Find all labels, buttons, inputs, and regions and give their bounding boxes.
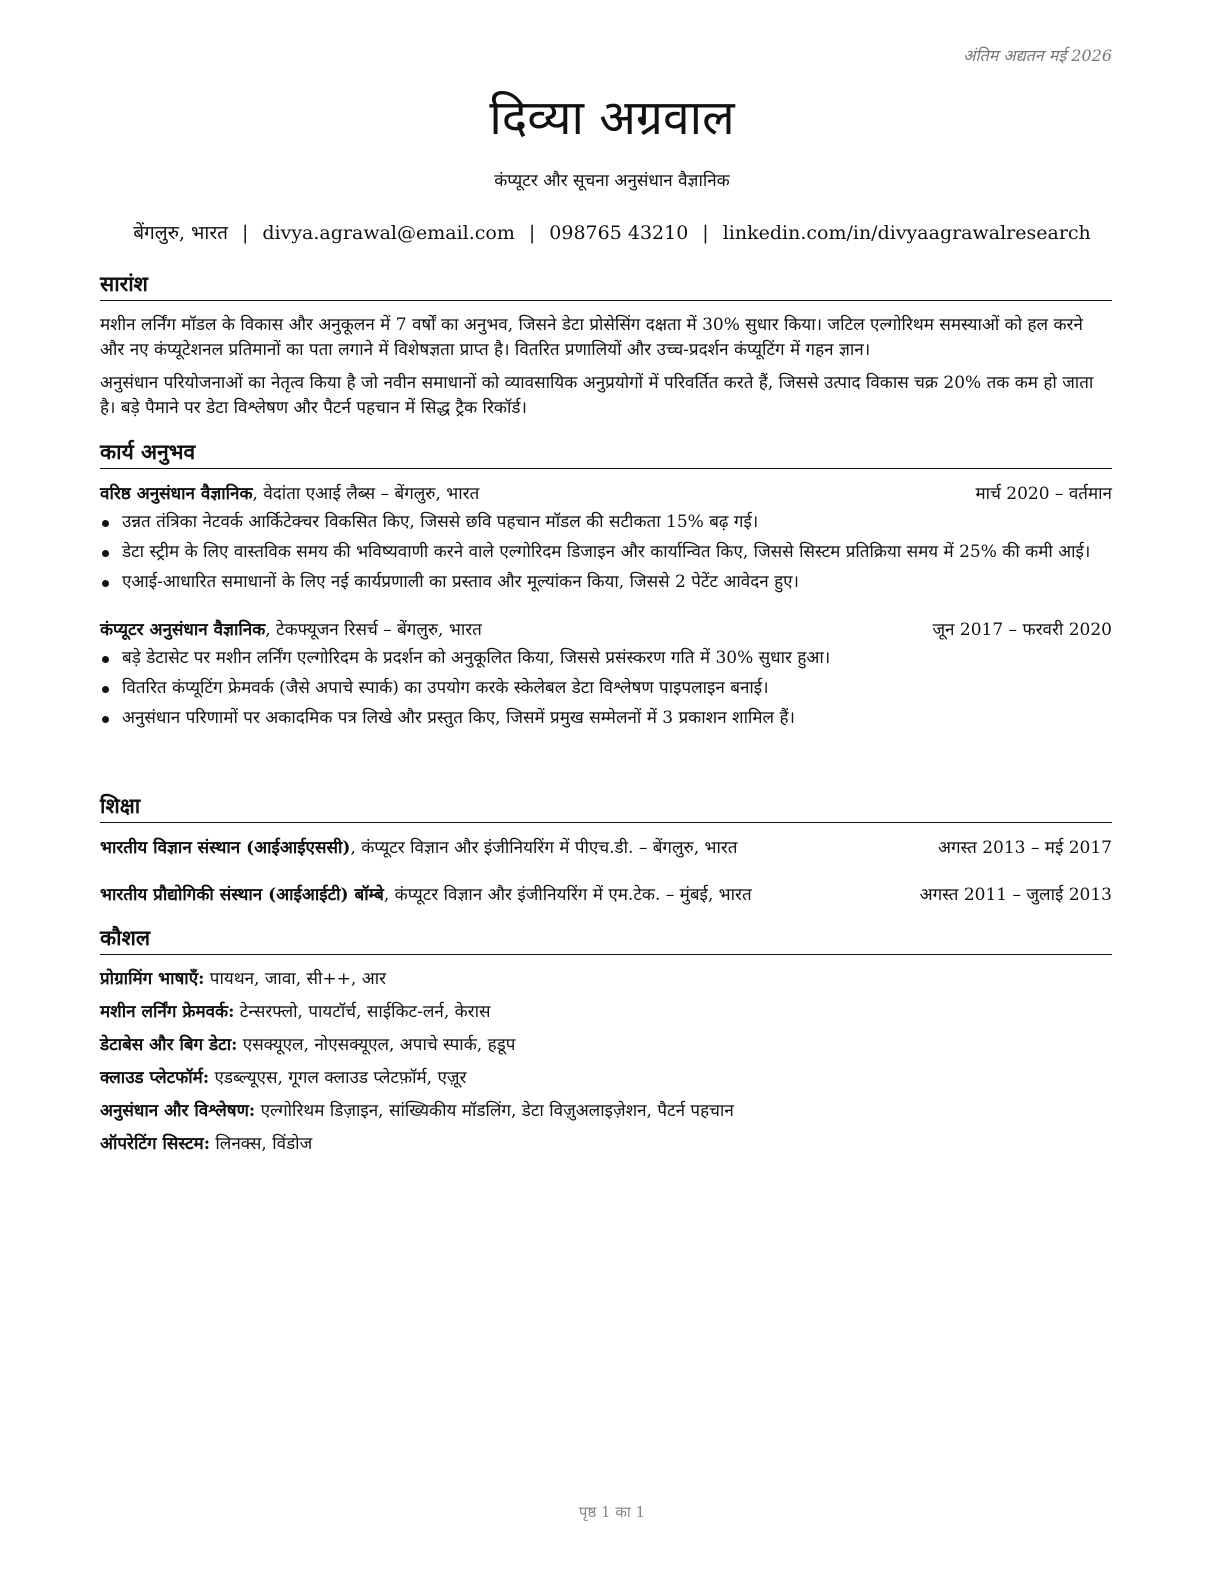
contact-linkedin[interactable]: linkedin.com/in/divyaagrawalresearch [722,222,1091,244]
education-institution-detail [100,882,752,905]
job-bullets [100,510,1112,595]
skill-item [100,1066,1112,1091]
job-entry [100,481,1112,595]
skill-value: एडब्ल्यूएस, गूगल क्लाउड प्लेटफ़ॉर्म, एज़ूर [209,1068,467,1088]
job-role: कंप्यूटर अनुसंधान वैज्ञानिक [100,620,266,640]
contact-location: बेंगलुरु, भारत [133,222,228,244]
education-detail: , कंप्यूटर विज्ञान और इंजीनियरिंग में एम.टेक. – मुंबई, भारत [383,885,752,905]
job-bullet: एआई-आधारित समाधानों के लिए नई कार्यप्रणाली का प्रस्ताव और मूल्यांकन किया, जिससे 2 पेटेंट आवेदन हुए। [100,570,1112,595]
skill-label: डेटाबेस और बिग डेटा: [100,1035,238,1055]
skill-label: मशीन लर्निंग फ्रेमवर्क: [100,1002,235,1022]
contact-separator: | [702,222,709,244]
skill-item [100,967,1112,992]
job-bullet: उन्नत तंत्रिका नेटवर्क आर्किटेक्चर विकसित किए, जिससे छवि पहचान मॉडल की सटीकता 15% बढ़ गई। [100,510,1112,535]
skill-label: अनुसंधान और विश्लेषण: [100,1101,256,1121]
job-org: , वेदांता एआई लैब्स – बेंगलुरु, भारत [252,484,480,504]
education-entry [100,882,1112,905]
job-org: , टेकफ्यूजन रिसर्च – बेंगलुरु, भारत [265,620,482,640]
education-dates: अगस्त 2013 – मई 2017 [937,838,1112,858]
skill-label: ऑपरेटिंग सिस्टम: [100,1134,210,1154]
skill-label: क्लाउड प्लेटफॉर्म: [100,1068,210,1088]
job-role: वरिष्ठ अनुसंधान वैज्ञानिक [100,484,253,504]
skill-value: एसक्यूएल, नोएसक्यूएल, अपाचे स्पार्क, हडूप [237,1035,516,1055]
job-bullet: अनुसंधान परिणामों पर अकादमिक पत्र लिखे और प्रस्तुत किए, जिसमें प्रमुख सम्मेलनों में 3 प्रकाशन शामिल हैं। [100,706,1112,731]
page-number: पृष्ठ 1 का 1 [578,1503,646,1521]
contact-line [0,219,1224,245]
education-detail: , कंप्यूटर विज्ञान और इंजीनियरिंग में पीएच.डी. – बेंगलुरु, भारत [350,838,738,858]
contact-separator: | [528,222,536,244]
education-section [100,792,1112,905]
experience-section [100,438,1112,736]
summary-section [100,270,1112,429]
skill-item [100,1033,1112,1058]
job-role-org [100,481,479,504]
skill-value: टेन्सरफ्लो, पायटॉर्च, साईकिट-लर्न, केरास [234,1002,491,1022]
job-bullet: बड़े डेटासेट पर मशीन लर्निंग एल्गोरिदम के प्रदर्शन को अनुकूलित किया, जिससे प्रसंस्करण गति में 30% सुधार हुआ। [100,646,1112,671]
skills-section [100,924,1112,1165]
job-bullet: डेटा स्ट्रीम के लिए वास्तविक समय की भविष्यवाणी करने वाले एल्गोरिदम डिजाइन और कार्यान्वित किए, जिससे सिस्टम प्रतिक्रिया समय में 25% की कमी आई। [100,540,1112,565]
last-updated: अंतिम अद्यतन मई 2026 [963,46,1112,65]
job-bullet: वितरित कंप्यूटिंग फ्रेमवर्क (जैसे अपाचे स्पार्क) का उपयोग करके स्केलेबल डेटा विश्लेषण पाइपलाइन बनाई। [100,676,1112,701]
section-heading-education: शिक्षा [100,792,1112,823]
section-heading-experience: कार्य अनुभव [100,438,1112,469]
job-bullets [100,646,1112,731]
skill-item [100,1000,1112,1025]
summary-paragraph: अनुसंधान परियोजनाओं का नेतृत्व किया है जो नवीन समाधानों को व्यावसायिक अनुप्रयोगों में परिवर्तित करते हैं, जिससे उत्पाद विकास चक्र 20% तक कम हो जाता है। बड़े पैमाने पर डेटा विश्लेषण और पैटर्न पहचान में सिद्ध ट्रैक रिकॉर्ड। [100,373,1094,418]
summary-paragraph: मशीन लर्निंग मॉडल के विकास और अनुकूलन में 7 वर्षों का अनुभव, जिसने डेटा प्रोसेसिंग दक्षता में 30% सुधार किया। जटिल एल्गोरिथम समस्याओं को हल करने और नए कंप्यूटेशनल प्रतिमानों का पता लगाने में विशेषज्ञता प्राप्त है। वितरित प्रणालियों और उच्च-प्रदर्शन कंप्यूटिंग में गहन ज्ञान। [100,315,1083,360]
education-entry [100,835,1112,858]
skill-value: पायथन, जावा, सी++, आर [204,969,387,989]
job-dates: जून 2017 – फरवरी 2020 [932,620,1112,640]
contact-phone: 098765 43210 [549,222,689,244]
candidate-name: दिव्या अग्रवाल [489,90,735,146]
section-heading-summary: सारांश [100,270,1112,301]
candidate-title: कंप्यूटर और सूचना अनुसंधान वैज्ञानिक [494,171,730,191]
skill-label: प्रोग्रामिंग भाषाएँ: [100,969,205,989]
education-dates: अगस्त 2011 – जुलाई 2013 [919,885,1112,905]
contact-email[interactable]: divya.agrawal@email.com [262,222,515,244]
job-header [100,481,1112,504]
education-institution: भारतीय प्रौद्योगिकी संस्थान (आईआईटी) बॉम्बे [100,885,384,905]
skill-item [100,1099,1112,1124]
skill-item [100,1132,1112,1157]
contact-separator: | [241,222,249,244]
education-institution-detail [100,835,738,858]
section-heading-skills: कौशल [100,924,1112,955]
job-role-org [100,617,482,640]
job-dates: मार्च 2020 – वर्तमान [975,484,1112,504]
skill-value: एल्गोरिथम डिज़ाइन, सांख्यिकीय मॉडलिंग, डेटा विज़ुअलाइज़ेशन, पैटर्न पहचान [255,1101,734,1121]
job-entry [100,617,1112,731]
job-header [100,617,1112,640]
skill-value: लिनक्स, विंडोज [209,1134,313,1154]
education-institution: भारतीय विज्ञान संस्थान (आईआईएससी) [100,838,351,858]
